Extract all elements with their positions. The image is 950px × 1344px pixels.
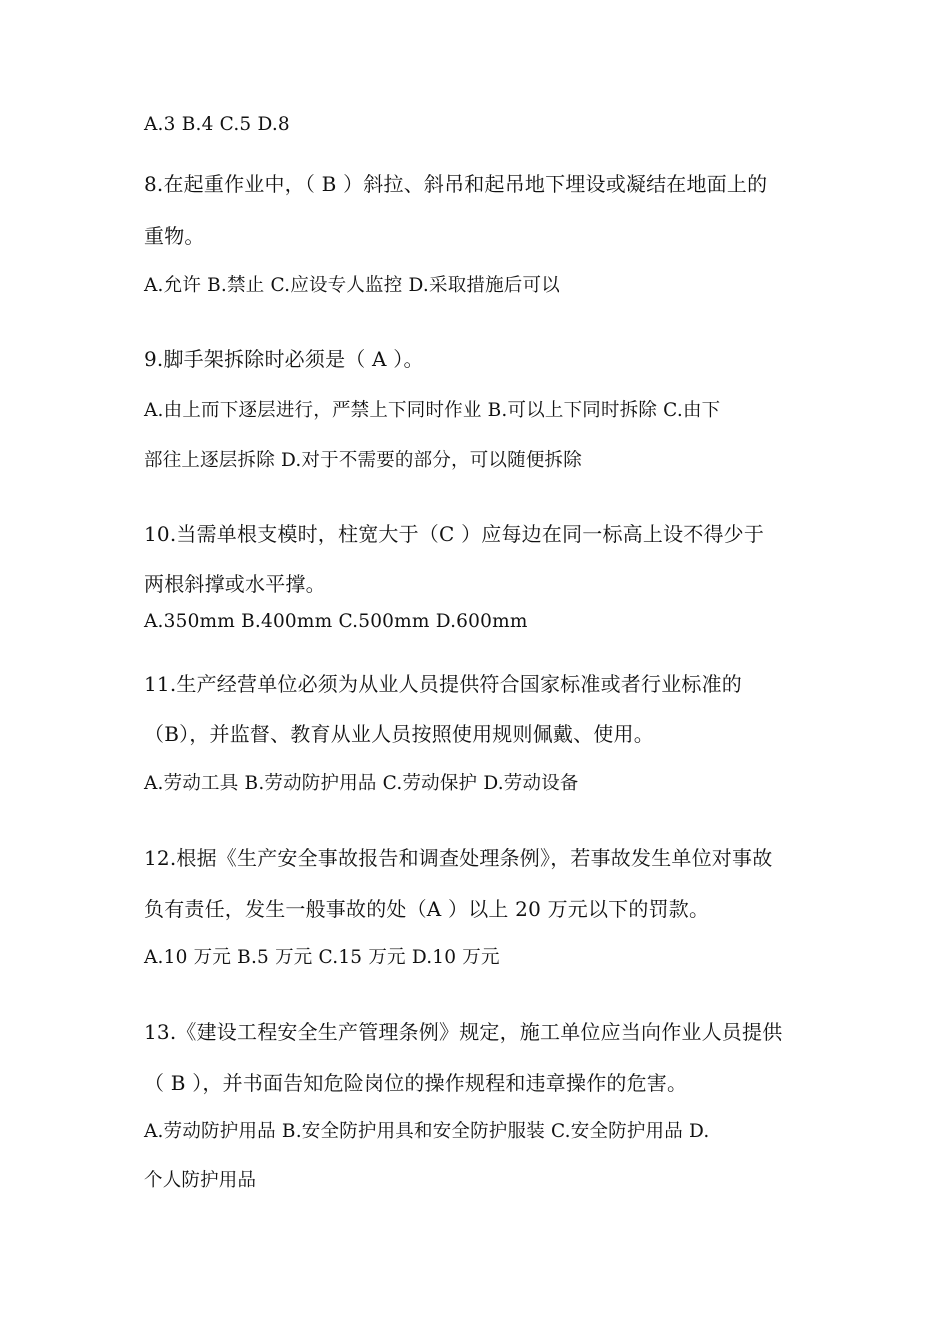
q7-options: A.3 B.4 C.5 D.8 (144, 114, 290, 135)
q8-question-line2: 重物。 (144, 224, 205, 248)
q11-options: A.劳动工具 B.劳动防护用品 C.劳动保护 D.劳动设备 (144, 773, 579, 794)
q13-question-line2: （ B ），并书面告知危险岗位的操作规程和违章操作的危害。 (144, 1071, 688, 1095)
q11-question-line2: （B），并监督、教育从业人员按照使用规则佩戴、使用。 (144, 722, 654, 746)
q12-question-line1: 12.根据《生产安全事故报告和调查处理条例》，若事故发生单位对事故 (144, 846, 773, 870)
q8-question-line1: 8.在起重作业中，（ B ）斜拉、斜吊和起吊地下埋设或凝结在地面上的 (144, 172, 768, 196)
q9-options-line2: 部往上逐层拆除 D.对于不需要的部分，可以随便拆除 (144, 450, 582, 471)
q12-question-line2: 负有责任，发生一般事故的处（A ）以上 20 万元以下的罚款。 (144, 897, 710, 921)
q10-options: A.350mm B.400mm C.500mm D.600mm (144, 611, 528, 632)
q9-options-line1: A.由上而下逐层进行，严禁上下同时作业 B.可以上下同时拆除 C.由下 (144, 400, 721, 421)
q13-options-line1: A.劳动防护用品 B.安全防护用具和安全防护服装 C.安全防护用品 D. (144, 1121, 710, 1142)
q8-options: A.允许 B.禁止 C.应设专人监控 D.采取措施后可以 (144, 275, 560, 296)
q13-options-line2: 个人防护用品 (144, 1170, 257, 1191)
q10-question-line2: 两根斜撑或水平撑。 (144, 572, 326, 596)
q10-question-line1: 10.当需单根支模时，柱宽大于（C ）应每边在同一标高上设不得少于 (144, 522, 765, 546)
q11-question-line1: 11.生产经营单位必须为从业人员提供符合国家标准或者行业标准的 (144, 672, 743, 696)
q9-question: 9.脚手架拆除时必须是（ A ）。 (144, 347, 424, 371)
q13-question-line1: 13.《建设工程安全生产管理条例》规定，施工单位应当向作业人员提供 (144, 1020, 783, 1044)
q12-options: A.10 万元 B.5 万元 C.15 万元 D.10 万元 (144, 947, 500, 968)
